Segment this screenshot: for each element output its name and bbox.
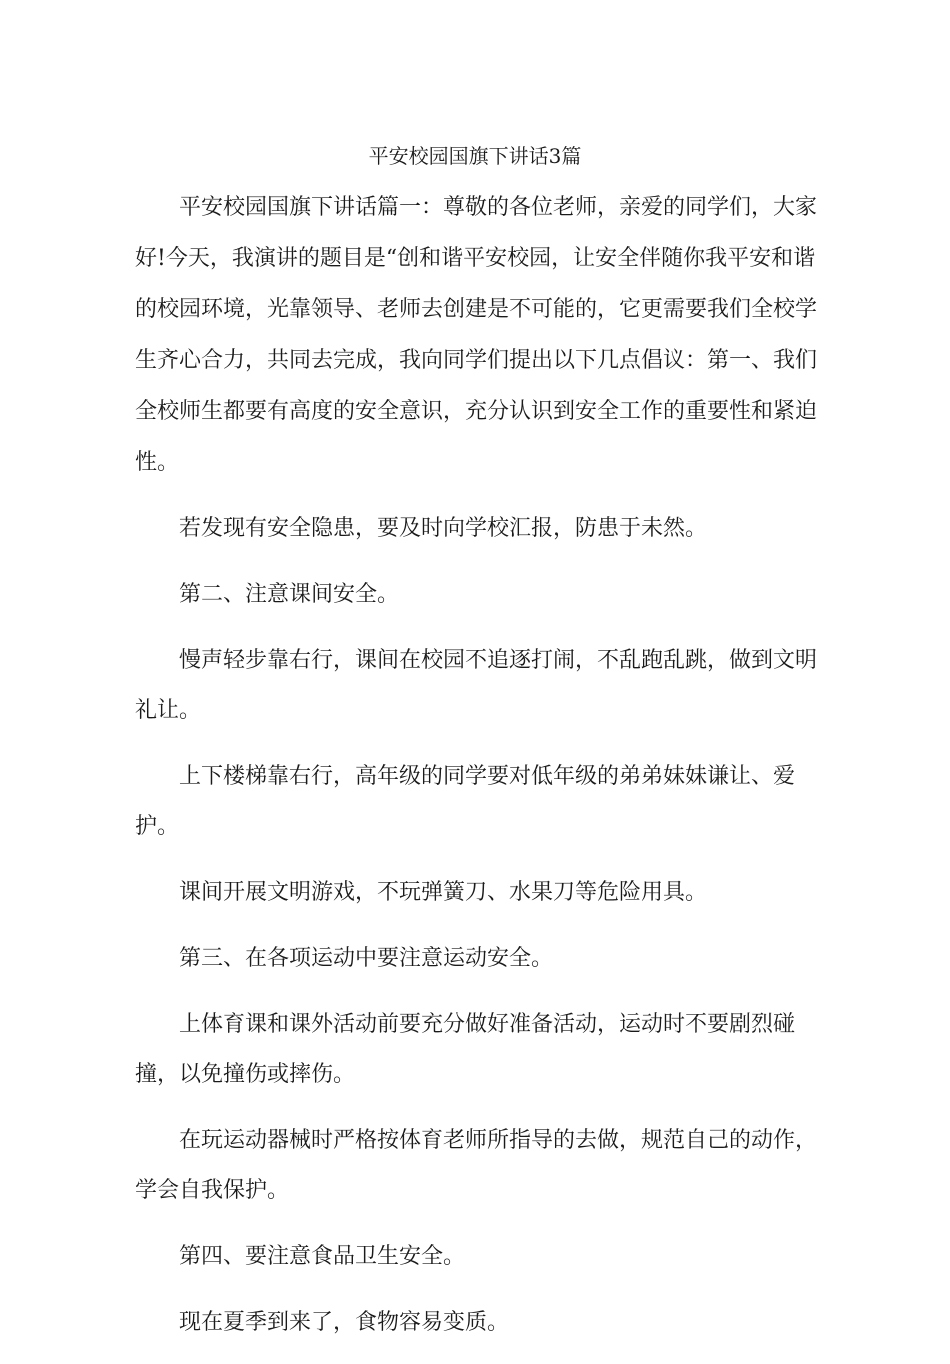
paragraph-5: 上下楼梯靠右行，高年级的同学要对低年级的弟弟妹妹谦让、爱护。 bbox=[135, 764, 796, 839]
paragraph-10: 第四、要注意食品卫生安全。 bbox=[179, 1244, 466, 1269]
paragraph-2: 若发现有安全隐患，要及时向学校汇报，防患于未然。 bbox=[179, 516, 708, 541]
paragraph-8: 上体育课和课外活动前要充分做好准备活动，运动时不要剧烈碰撞，以免撞伤或摔伤。 bbox=[135, 1012, 796, 1087]
paragraph-4: 慢声轻步靠右行，课间在校园不追逐打闹，不乱跑乱跳，做到文明礼让。 bbox=[135, 648, 818, 723]
document-title: 平安校园国旗下讲话3篇 bbox=[368, 144, 582, 168]
paragraph-11: 现在夏季到来了，食物容易变质。 bbox=[179, 1310, 510, 1335]
paragraph-6: 课间开展文明游戏，不玩弹簧刀、水果刀等危险用具。 bbox=[179, 880, 708, 905]
paragraph-3: 第二、注意课间安全。 bbox=[179, 582, 400, 607]
paragraph-7: 第三、在各项运动中要注意运动安全。 bbox=[179, 946, 554, 971]
document-body bbox=[135, 182, 835, 1364]
paragraph-1: 平安校园国旗下讲话篇一：尊敬的各位老师，亲爱的同学们，大家好!今天，我演讲的题目是“创和谐平安校园，让安全伴随你我平安和谐的校园环境，光靠领导、老师去创建是不可能的，它更需要我们全校学生齐心合力，共同去完成，我向同学们提出以下几点倡议：第一、我们全校师生都要有高度的安全意识，充分认识到安全工作的重要性和紧迫性。 bbox=[135, 195, 818, 475]
paragraph-9: 在玩运动器械时严格按体育老师所指导的去做，规范自己的动作，学会自我保护。 bbox=[135, 1128, 818, 1203]
